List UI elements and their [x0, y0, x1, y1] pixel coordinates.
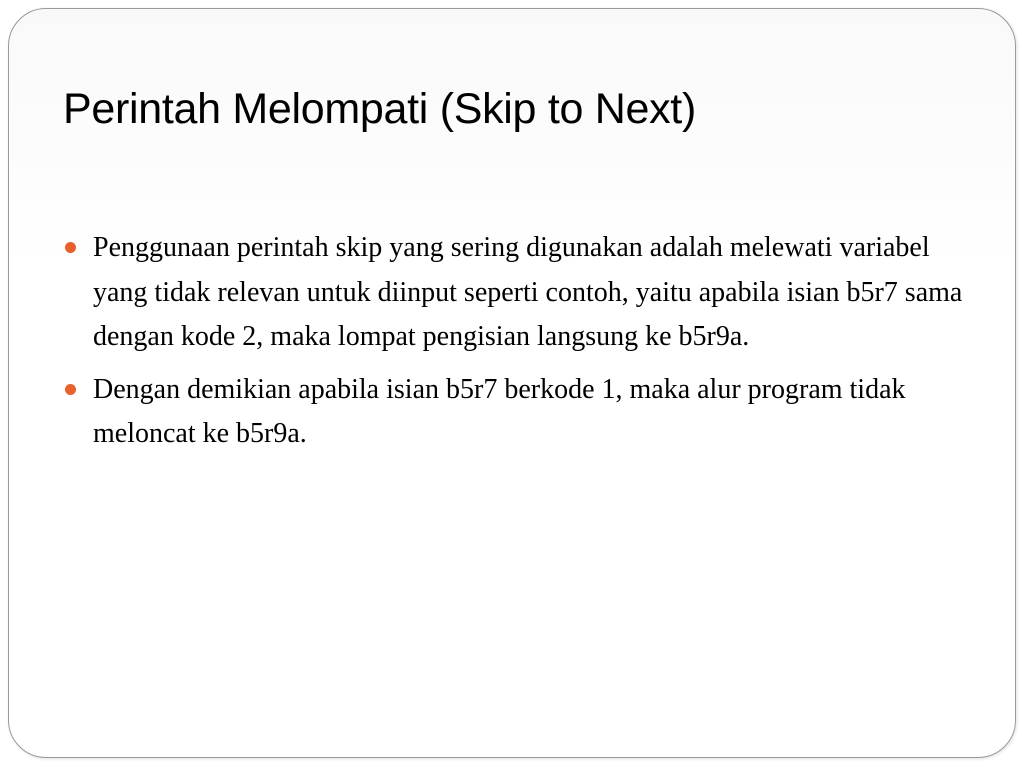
bullet-dot-icon [65, 384, 76, 395]
bullet-list [63, 226, 963, 465]
bullet-dot-icon [65, 242, 76, 253]
bullet-item [63, 368, 963, 457]
bullet-text: Dengan demikian apabila isian b5r7 berkode 1, maka alur program tidak meloncat ke b5r9a. [93, 373, 906, 449]
bullet-item [63, 226, 963, 360]
bullet-text: Penggunaan perintah skip yang sering digunakan adalah melewati variabel yang tidak relevan untuk diinput seperti contoh, yaitu apabila isian b5r7 sama dengan kode 2, maka lompat pengisian langsung ke b5r9a. [93, 232, 963, 352]
slide-title: Perintah Melompati (Skip to Next) [63, 85, 696, 133]
